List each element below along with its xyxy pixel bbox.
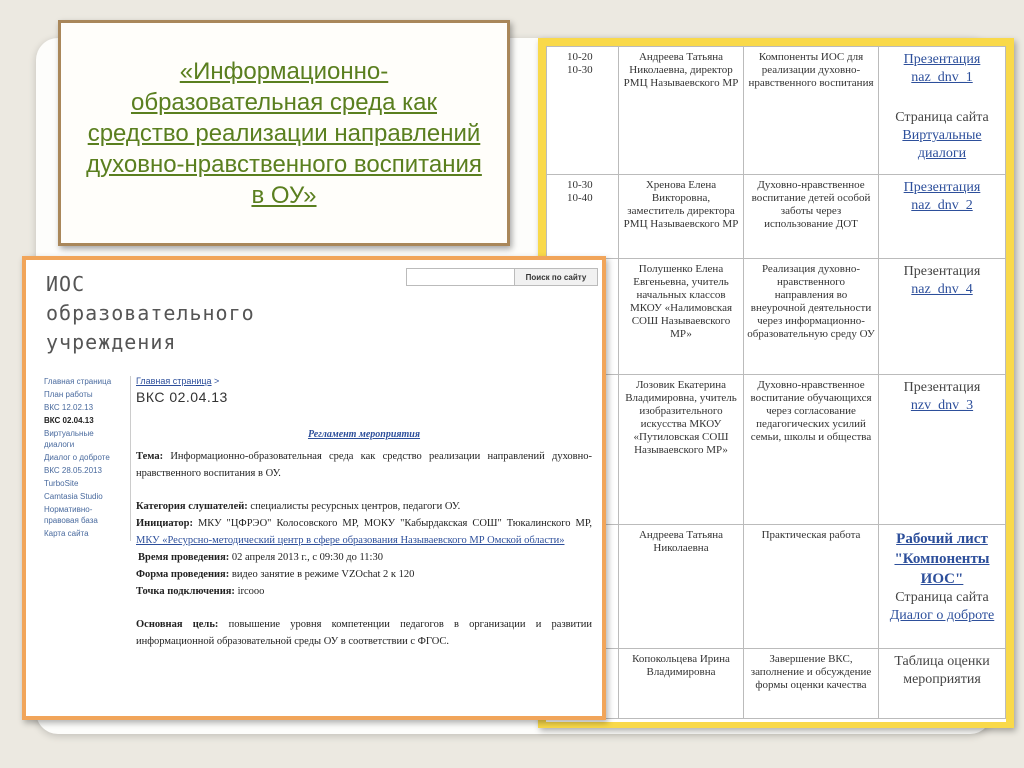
site-title-line: ИОС [46, 272, 86, 296]
material-label: Страница сайта [895, 590, 989, 605]
material-link[interactable]: ИОС" [920, 571, 964, 587]
sidebar-item[interactable]: Нормативно-правовая база [44, 505, 98, 525]
page-title: ВКС 02.04.13 [136, 389, 228, 405]
program-time-cell [547, 175, 619, 259]
reglament-heading: Регламент мероприятия [307, 429, 421, 440]
program-speaker: Лозовик Екатерина Владимировна, учитель изобразительного искусства МКОУ «Путиловская СОШ Называевского МР» [619, 375, 744, 525]
program-time-cell [547, 47, 619, 175]
program-topic: Реализация духовно-нравственного направления во внеурочной деятельности через информационно-образовательную среду ОУ [744, 259, 879, 375]
theme-label: Тема: [136, 451, 164, 462]
program-materials [879, 375, 1006, 525]
program-topic: Практическая работа [744, 525, 879, 649]
goal-paragraph [136, 616, 592, 650]
material-label: Страница сайта [895, 110, 989, 125]
theme-text: Информационно-образовательная среда как средство реализации направлений духовно-нравственного воспитания в ОУ. [136, 451, 592, 479]
program-topic: Духовно-нравственное воспитание детей особой заботы через использование ДОТ [744, 175, 879, 259]
program-topic: Завершение ВКС, заполнение и обсуждение формы оценки качества [744, 649, 879, 719]
program-materials [879, 47, 1006, 175]
material-label: Таблица оценки [894, 654, 990, 669]
program-row [547, 175, 1006, 259]
form-text: видео занятие в режиме VZOchat 2 к 120 [229, 569, 415, 580]
material-label: Презентация [903, 264, 981, 279]
initiator-text: МКУ "ЦФРЭО" Колосовского МР, МОКУ "Кабырдакская СОШ" Тюкалинского МР, [192, 518, 592, 529]
program-table [546, 46, 1006, 719]
material-link[interactable]: nzv_dnv_3 [910, 398, 974, 413]
time-label: Время проведения: [138, 552, 230, 563]
material-link[interactable]: "Компоненты [894, 551, 990, 567]
program-materials [879, 175, 1006, 259]
slide-title-link[interactable]: «Информационно-образовательная среда как средство реализации направлений духовно-нравственного воспитания в ОУ» [86, 57, 482, 209]
material-link[interactable]: Виртуальные диалоги [902, 128, 982, 161]
form-label: Форма проведения: [136, 569, 230, 580]
initiator-label: Инициатор: [136, 518, 193, 529]
program-topic: Духовно-нравственное воспитание обучающихся через согласование педагогических усилий семьи, школы и общества [744, 375, 879, 525]
material-link[interactable]: Рабочий лист [896, 531, 988, 547]
category-label: Категория слушателей: [136, 501, 248, 512]
material-link[interactable]: Диалог о доброте [889, 608, 995, 623]
material-label: мероприятия [903, 672, 981, 687]
sidebar-item[interactable]: Виртуальные диалоги [44, 429, 94, 449]
category-text: специалисты ресурсных центров, педагоги ОУ. [247, 501, 461, 512]
program-time: 10-30 [567, 179, 593, 191]
goal-text: повышение уровня компетенции педагогов в организации и развитии информационной образовательной среды ОУ в соответствии с ФГОС. [136, 619, 592, 647]
program-table-panel [546, 46, 1006, 722]
slide-title-box [58, 20, 510, 246]
goal-label: Основная цель: [136, 619, 219, 630]
program-materials [879, 525, 1006, 649]
sidebar-item[interactable]: Camtasia Studio [44, 492, 103, 501]
sidebar-item[interactable]: План работы [44, 390, 93, 399]
spacer [882, 87, 1002, 109]
time-paragraph [136, 549, 592, 566]
site-sidebar [44, 376, 131, 541]
program-speaker: Андреева Татьяна Николаевна, директор РМЦ Называевского МР [619, 47, 744, 175]
site-title-line: образовательного [46, 301, 255, 325]
initiator-paragraph [136, 515, 592, 549]
website-screenshot [22, 256, 606, 720]
program-time: 10-30 [567, 64, 593, 76]
breadcrumb-separator: > [211, 376, 220, 386]
program-speaker: Копокольцева Ирина Владимировна [619, 649, 744, 719]
theme-paragraph [136, 448, 592, 482]
sidebar-item[interactable]: Главная страница [44, 377, 112, 386]
program-materials [879, 259, 1006, 375]
program-time: 10-40 [567, 192, 593, 204]
site-title-line: учреждения [46, 330, 177, 354]
material-link[interactable]: Презентация [903, 52, 981, 67]
program-speaker: Хренова Елена Викторовна, заместитель директора РМЦ Называевского МР [619, 175, 744, 259]
program-table-frame [538, 38, 1014, 728]
sidebar-item[interactable]: ВКС 28.05.2013 [44, 466, 102, 475]
breadcrumb-home-link[interactable]: Главная страница [136, 376, 212, 386]
program-topic: Компоненты ИОС для реализации духовно-нравственного воспитания [744, 47, 879, 175]
sidebar-item[interactable]: Карта сайта [44, 529, 89, 538]
point-label: Точка подключения: [136, 586, 235, 597]
program-row [547, 649, 1006, 719]
form-paragraph [136, 566, 592, 583]
program-row [547, 47, 1006, 175]
sidebar-item[interactable]: TurboSite [44, 479, 79, 488]
program-row [547, 375, 1006, 525]
time-text: 02 апреля 2013 г., с 09:30 до 11:30 [229, 552, 383, 563]
point-paragraph [136, 583, 592, 600]
material-link[interactable]: naz_dnv_2 [911, 198, 973, 213]
program-row [547, 525, 1006, 649]
material-link[interactable]: Презентация [903, 180, 981, 195]
program-speaker: Андреева Татьяна Николаевна [619, 525, 744, 649]
point-text: ircooo [234, 586, 265, 597]
sidebar-item[interactable]: ВКС 12.02.13 [44, 403, 94, 412]
site-search-button[interactable]: Поиск по сайту [514, 268, 598, 286]
material-link[interactable]: naz_dnv_4 [911, 282, 973, 297]
material-label: Презентация [903, 380, 981, 395]
program-materials [879, 649, 1006, 719]
sidebar-item[interactable]: ВКС 02.04.13 [44, 416, 94, 425]
site-main-content [136, 376, 592, 650]
program-row [547, 259, 1006, 375]
program-time: 10-20 [567, 51, 593, 63]
category-paragraph [136, 498, 592, 515]
sidebar-item[interactable]: Диалог о доброте [44, 453, 110, 462]
site-title [46, 270, 346, 357]
material-link[interactable]: naz_dnv_1 [911, 70, 973, 85]
initiator-link[interactable]: МКУ «Ресурсно-методический центр в сфере образования Называевского МР Омской области» [136, 535, 565, 546]
program-speaker: Полушенко Елена Евгеньевна, учитель начальных классов МКОУ «Налимовская СОШ Называевского МР» [619, 259, 744, 375]
breadcrumb [136, 376, 592, 386]
